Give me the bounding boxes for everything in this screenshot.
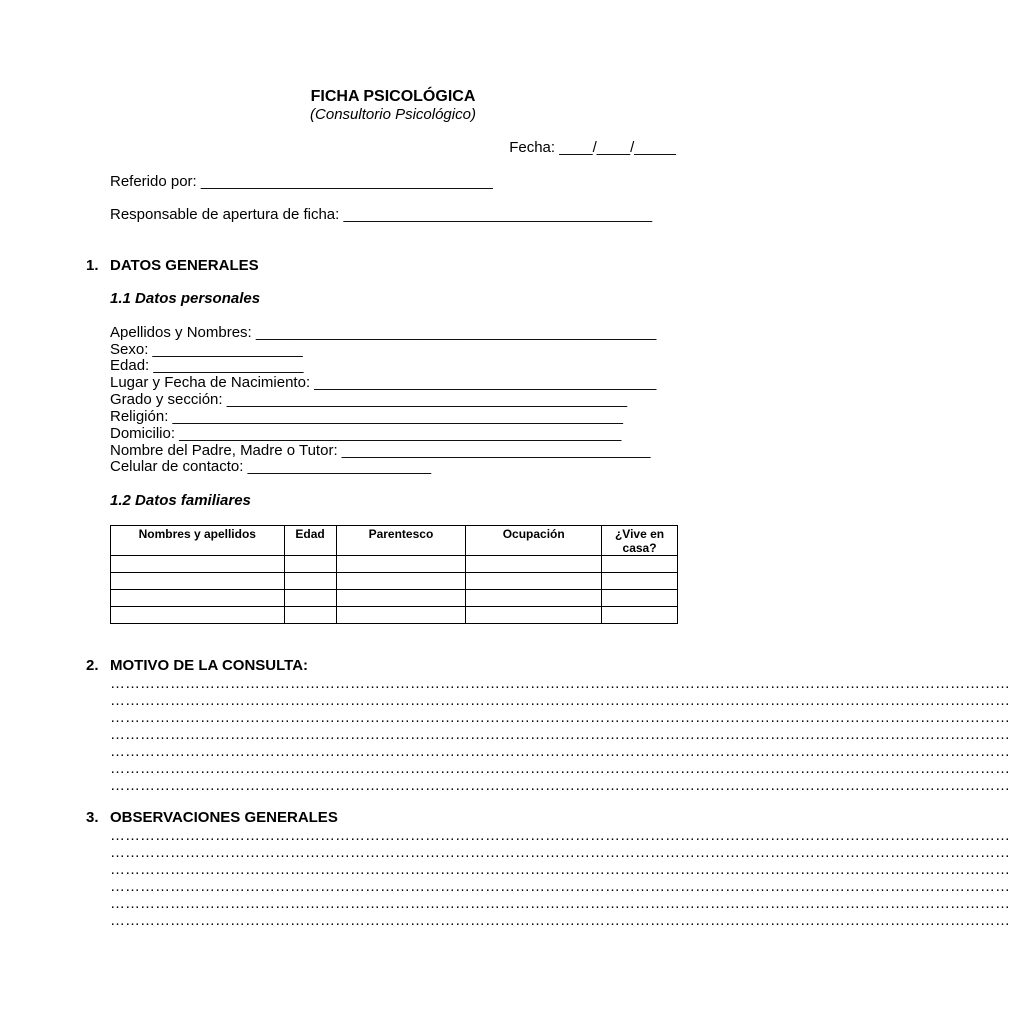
field-birth[interactable]: Lugar y Fecha de Nacimiento: _________________________________________ (110, 374, 657, 391)
dotted-writing-line[interactable]: ……………………………………………………………………………………………………………………………………………………………… (110, 675, 1010, 692)
table-cell[interactable] (466, 607, 602, 624)
referred-by-field[interactable]: Referido por: ___________________________________ (110, 173, 493, 190)
dotted-writing-line[interactable]: ……………………………………………………………………………………………………………………………………………………………… (110, 844, 1010, 861)
dotted-writing-line[interactable]: ……………………………………………………………………………………………………………………………………………………………… (110, 760, 1010, 777)
table-cell[interactable] (111, 573, 285, 590)
table-cell[interactable] (111, 607, 285, 624)
page-title: FICHA PSICOLÓGICA (310, 88, 476, 105)
table-row (111, 556, 678, 573)
field-address[interactable]: Domicilio: _____________________________________________________ (110, 425, 622, 442)
dotted-writing-line[interactable]: ……………………………………………………………………………………………………………………………………………………………… (110, 709, 1010, 726)
family-table (110, 525, 678, 624)
section-1-number: 1. (86, 257, 99, 274)
table-cell[interactable] (602, 573, 678, 590)
table-row (111, 607, 678, 624)
field-full-name[interactable]: Apellidos y Nombres: ________________________________________________ (110, 324, 657, 341)
section-2-number: 2. (86, 657, 99, 674)
field-religion[interactable]: Religión: ______________________________________________________ (110, 408, 624, 425)
date-field[interactable]: Fecha: ____/____/_____ (509, 139, 676, 156)
family-table-header-row (111, 526, 678, 556)
table-cell[interactable] (111, 590, 285, 607)
table-cell[interactable] (111, 556, 285, 573)
table-cell[interactable] (284, 573, 336, 590)
table-cell[interactable] (284, 607, 336, 624)
dotted-writing-line[interactable]: ……………………………………………………………………………………………………………………………………………………………… (110, 743, 1010, 760)
page-subtitle: (Consultorio Psicológico) (310, 106, 476, 123)
dotted-writing-line[interactable]: ……………………………………………………………………………………………………………………………………………………………… (110, 777, 1010, 794)
section-1-title: DATOS GENERALES (110, 257, 259, 274)
table-cell[interactable] (466, 590, 602, 607)
table-cell[interactable] (466, 573, 602, 590)
subsection-1-2-title: 1.2 Datos familiares (110, 492, 251, 509)
column-header-names: Nombres y apellidos (111, 526, 285, 556)
responsible-field[interactable]: Responsable de apertura de ficha: _____________________________________ (110, 206, 653, 223)
column-header-lives-home: ¿Vive en casa? (602, 526, 678, 556)
table-cell[interactable] (336, 573, 466, 590)
field-grade[interactable]: Grado y sección: ________________________________________________ (110, 391, 628, 408)
column-header-relationship: Parentesco (336, 526, 466, 556)
table-cell[interactable] (284, 556, 336, 573)
table-cell[interactable] (602, 556, 678, 573)
table-cell[interactable] (284, 590, 336, 607)
dotted-writing-line[interactable]: ……………………………………………………………………………………………………………………………………………………………… (110, 726, 1010, 743)
table-cell[interactable] (336, 607, 466, 624)
field-age[interactable]: Edad: __________________ (110, 357, 304, 374)
dotted-writing-line[interactable]: ……………………………………………………………………………………………………………………………………………………………… (110, 878, 1010, 895)
section-3-title: OBSERVACIONES GENERALES (110, 809, 338, 826)
dotted-writing-line[interactable]: ……………………………………………………………………………………………………………………………………………………………… (110, 861, 1010, 878)
table-row (111, 573, 678, 590)
table-cell[interactable] (466, 556, 602, 573)
table-cell[interactable] (336, 590, 466, 607)
table-row (111, 590, 678, 607)
column-header-occupation: Ocupación (466, 526, 602, 556)
subsection-1-1-title: 1.1 Datos personales (110, 290, 261, 307)
table-cell[interactable] (336, 556, 466, 573)
table-cell[interactable] (602, 590, 678, 607)
field-phone[interactable]: Celular de contacto: ______________________ (110, 458, 432, 475)
section-2-title: MOTIVO DE LA CONSULTA: (110, 657, 309, 674)
dotted-writing-line[interactable]: ……………………………………………………………………………………………………………………………………………………………… (110, 692, 1010, 709)
field-guardian[interactable]: Nombre del Padre, Madre o Tutor: _____________________________________ (110, 442, 651, 459)
column-header-age: Edad (284, 526, 336, 556)
section-3-number: 3. (86, 809, 99, 826)
table-cell[interactable] (602, 607, 678, 624)
dotted-writing-line[interactable]: ……………………………………………………………………………………………………………………………………………………………… (110, 912, 1010, 929)
dotted-writing-line[interactable]: ……………………………………………………………………………………………………………………………………………………………… (110, 895, 1010, 912)
field-sex[interactable]: Sexo: __________________ (110, 341, 303, 358)
dotted-writing-line[interactable]: ……………………………………………………………………………………………………………………………………………………………… (110, 827, 1010, 844)
